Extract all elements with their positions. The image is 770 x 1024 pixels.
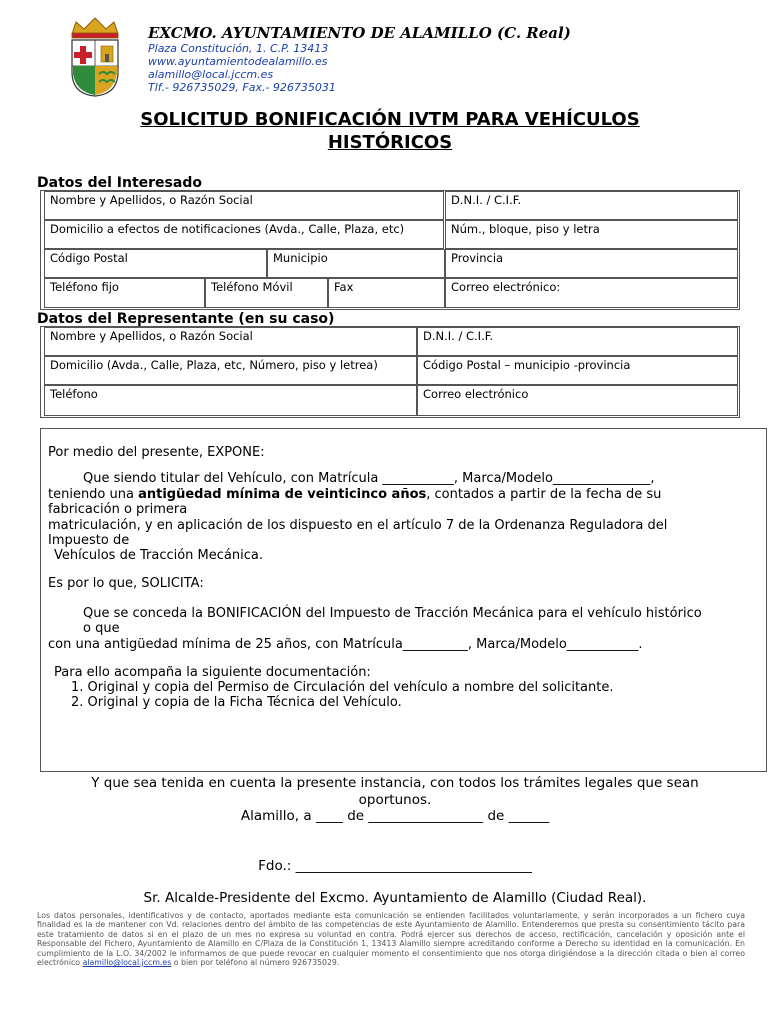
closing-alcalde: Sr. Alcalde-Presidente del Excmo. Ayuntamiento de Alamillo (Ciudad Real). [143,890,647,906]
municipal-crest-icon [66,16,124,98]
expone-line-5: Impuesto de [48,533,130,548]
closing-signature-line[interactable]: Fdo.: ___________________________________ [258,858,532,874]
legal-text: Los datos personales, identificativos y de contacto, aportados mediante esta comunicación se entienden facilitados voluntariamente, y serán incorporados a un fichero cuya finalidad es la de mantener con Vd. relaciones dentro del ámbito de las competencias de este Ayuntamiento de Alamillo. Entenderemos que presta su consentimiento tácito para este tratamiento de datos si en el plazo de un mes no expresa su voluntad en contra. Podrá ejercer sus derechos de acceso, rectificación, cancelación y oposición ante el Responsable del Fichero, Ayuntamiento de Alamillo en C/Plaza de la Constitución 1, 13413 Alamillo siempre acreditando conforme a Derecho su identidad en la comunicación. En cumplimiento de la L.O. 34/2002 le informamos de que puede revocar en cualquier momento el consentimiento que nos otorga dirigiéndose a la dirección citada o bien al correo electrónico [37,911,745,968]
expone-line-1: Que siendo titular del Vehículo, con Matrícula ___________, Marca/Modelo_______________, [83,471,655,486]
solicita-intro: Es por lo que, SOLICITA: [48,576,204,591]
document-title-line2: HISTÓRICOS [327,132,453,153]
representante-telefono-field[interactable]: Teléfono [44,385,417,416]
interesado-fax-field[interactable]: Fax [328,278,445,308]
interesado-table [40,190,740,310]
representante-heading: Datos del Representante (en su caso) [37,311,335,327]
expone-line-2-post: , contados a partir de la fecha de su [426,487,662,502]
interesado-telefono-movil-field[interactable]: Teléfono Móvil [205,278,328,308]
header-website[interactable]: www.ayuntamientodealamillo.es [148,55,328,68]
representante-dni-field[interactable]: D.N.I. / C.I.F. [417,327,738,356]
representante-nombre-field[interactable]: Nombre y Apellidos, o Razón Social [44,327,417,356]
docs-intro: Para ello acompaña la siguiente documentación: [54,665,371,680]
document-title-line1: SOLICITUD BONIFICACIÓN IVTM PARA VEHÍCULOS [140,109,640,130]
interesado-telefono-fijo-field[interactable]: Teléfono fijo [44,278,205,308]
header-title: EXCMO. AYUNTAMIENTO DE ALAMILLO (C. Real) [148,24,571,42]
docs-item-2: 2. Original y copia de la Ficha Técnica del Vehículo. [71,695,402,710]
representante-cp-field[interactable]: Código Postal – municipio -provincia [417,356,738,385]
expone-line-2-pre: teniendo una [48,487,139,502]
solicita-line-1: Que se conceda la BONIFICACIÓN del Impuesto de Tracción Mecánica para el vehículo histórico [83,606,702,621]
document-title [60,108,720,154]
docs-item-1: 1. Original y copia del Permiso de Circulación del vehículo a nombre del solicitante. [71,680,614,695]
solicita-line-2: o que [83,621,120,636]
representante-domicilio-field[interactable]: Domicilio (Avda., Calle, Plaza, etc, Número, piso y letrea) [44,356,417,385]
representante-correo-field[interactable]: Correo electrónico [417,385,738,416]
legal-tail: o bien por teléfono al número 926735029. [171,958,340,968]
interesado-cp-field[interactable]: Código Postal [44,249,267,278]
expone-line-6: Vehículos de Tracción Mecánica. [54,548,263,563]
legal-email-link[interactable]: alamillo@local.jccm.es [82,958,172,968]
expone-line-2 [48,487,661,502]
interesado-provincia-field[interactable]: Provincia [445,249,738,278]
expone-line-4: matriculación, y en aplicación de los dispuesto en el artículo 7 de la Ordenanza Reguladora del [48,518,668,533]
interesado-nombre-field[interactable]: Nombre y Apellidos, o Razón Social [44,191,444,220]
closing-line-1: Y que sea tenida en cuenta la presente instancia, con todos los trámites legales que sean [91,775,699,791]
expone-line-2-bold: antigüedad mínima de veinticinco años [138,487,427,502]
representante-table [40,326,740,418]
interesado-heading: Datos del Interesado [37,175,202,191]
interesado-num-field[interactable]: Núm., bloque, piso y letra [445,220,738,249]
interesado-domicilio-field[interactable]: Domicilio a efectos de notificaciones (Avda., Calle, Plaza, etc) [44,220,444,249]
header-email[interactable]: alamillo@local.jccm.es [148,68,274,81]
header-address: Plaza Constitución, 1. C.P. 13413 [148,42,329,55]
interesado-dni-field[interactable]: D.N.I. / C.I.F. [445,191,738,220]
closing-line-2: oportunos. [358,792,432,808]
legal-notice [37,911,745,967]
interesado-correo-field[interactable]: Correo electrónico: [445,278,738,308]
expone-line-3: fabricación o primera [48,502,188,517]
header-phones: Tlf.- 926735029, Fax.- 926735031 [148,81,336,94]
interesado-municipio-field[interactable]: Municipio [267,249,445,278]
closing-date-line[interactable]: Alamillo, a ____ de _________________ de ______ [240,808,550,824]
expone-intro: Por medio del presente, EXPONE: [48,445,265,460]
solicita-line-3: con una antigüedad mínima de 25 años, con Matrícula__________, Marca/Modelo___________. [48,637,643,652]
expone-box [40,428,767,772]
